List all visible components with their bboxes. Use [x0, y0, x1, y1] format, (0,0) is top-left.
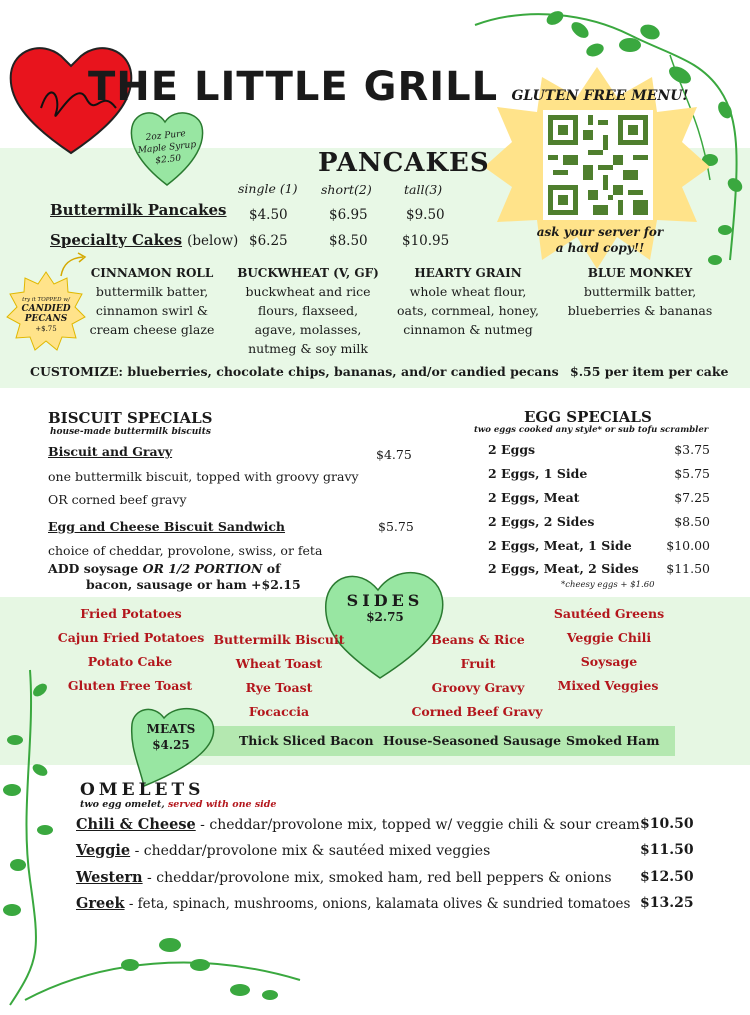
egg-item-price: $5.75 — [674, 466, 710, 481]
specialty-desc-line: flours, flaxseed, — [257, 303, 359, 318]
size-tall: tall(3) — [404, 182, 443, 197]
specialty-name: BUCKWHEAT (V, GF) — [237, 266, 379, 280]
omelet-desc: - feta, spinach, mushrooms, onions, kalamata olives & sundried tomatoes — [124, 896, 631, 912]
omelet-name: Greek — [76, 895, 125, 912]
egg-cheese-biscuit-price: $5.75 — [378, 519, 414, 534]
add-portion-line: bacon, sausage or ham +$2.15 — [86, 577, 301, 592]
specialty-hearty-grain — [388, 266, 548, 339]
omelet-price: $13.25 — [640, 895, 694, 911]
side-item: Buttermilk Biscuit — [213, 632, 345, 647]
omelet-price: $12.50 — [640, 869, 694, 885]
syrup-price: $2.50 — [154, 153, 182, 167]
egg-item: 2 Eggs, 1 Side — [488, 466, 588, 481]
sides-price: $2.75 — [366, 610, 404, 624]
side-item: Focaccia — [248, 704, 310, 719]
omelet-desc: - cheddar/provolone mix & sautéed mixed veggies — [130, 843, 491, 859]
specialty-name: BLUE MONKEY — [587, 266, 693, 280]
side-item: Veggie Chili — [566, 630, 652, 645]
side-item: Groovy Gravy — [431, 680, 525, 695]
meat-item: House-Seasoned Sausage — [383, 733, 562, 748]
biscuit-gravy-desc: one buttermilk biscuit, topped with groovy gravy — [48, 469, 359, 484]
omelet-name: Chili & Cheese — [76, 816, 196, 833]
specialty-desc-line: blueberries & bananas — [567, 303, 713, 318]
omelet-name: Veggie — [76, 842, 131, 859]
pecan-line2: CANDIED — [21, 304, 71, 314]
specialty-cakes-row — [50, 230, 238, 249]
add-soysage-line — [48, 561, 281, 576]
specialty-desc-line: oats, cornmeal, honey, — [397, 303, 539, 318]
omelet-price: $11.50 — [640, 842, 694, 858]
syrup-line1: 2oz Pure — [145, 128, 187, 144]
qr-code-icon[interactable] — [543, 110, 653, 220]
specialty-desc-line: cinnamon & nutmeg — [403, 322, 533, 337]
customize-price: $.55 per item per cake — [570, 364, 729, 379]
pecan-badge-text — [12, 296, 80, 334]
omelet-price: $10.50 — [640, 816, 694, 832]
specialty-cakes-name: Specialty Cakes — [50, 231, 183, 249]
biscuit-specials-subtitle: house-made buttermilk biscuits — [50, 427, 211, 437]
side-item: Wheat Toast — [235, 656, 323, 671]
specialty-desc-line: buttermilk batter, — [583, 284, 697, 299]
biscuit-gravy-price: $4.75 — [376, 447, 412, 462]
egg-item-price: $10.00 — [666, 538, 710, 553]
side-item: Fruit — [460, 656, 496, 671]
omelets-subtitle — [80, 799, 276, 810]
buttermilk-price-short: $6.95 — [329, 207, 368, 223]
egg-cheese-biscuit-name: Egg and Cheese Biscuit Sandwich — [48, 519, 286, 534]
side-item: Beans & Rice — [431, 632, 525, 647]
add-text-b: OR 1/2 PORTION — [142, 561, 263, 576]
meats-price: $4.25 — [152, 738, 190, 752]
sides-title: SIDES — [346, 591, 424, 610]
meat-item: Thick Sliced Bacon — [239, 733, 374, 748]
egg-item: 2 Eggs — [488, 442, 536, 457]
buttermilk-price-single: $4.50 — [249, 207, 288, 223]
omelet-row — [76, 816, 640, 833]
syrup-line2: Maple Syrup — [137, 139, 197, 157]
specialty-name: CINNAMON ROLL — [90, 266, 214, 280]
biscuit-gravy-name: Biscuit and Gravy — [48, 444, 173, 459]
egg-specials-title: EGG SPECIALS — [524, 408, 652, 426]
customize-text: CUSTOMIZE: blueberries, chocolate chips, bananas, and/or candied pecans — [30, 364, 559, 379]
specialty-desc-line: whole wheat flour, — [409, 284, 527, 299]
specialty-price-short: $8.50 — [329, 233, 368, 249]
side-item: Gluten Free Toast — [67, 678, 193, 693]
specialty-blue-monkey — [560, 266, 720, 320]
egg-cheese-biscuit-desc: choice of cheddar, provolone, swiss, or feta — [48, 543, 323, 558]
omelet-row — [76, 869, 612, 886]
specialty-name: HEARTY GRAIN — [414, 266, 522, 280]
buttermilk-pancakes-name: Buttermilk Pancakes — [50, 201, 227, 219]
specialty-desc-line: cream cheese glaze — [89, 322, 215, 337]
page-title: THE LITTLE GRILL — [88, 64, 499, 110]
specialty-desc-line: cinnamon swirl & — [95, 303, 209, 318]
egg-item: 2 Eggs, Meat, 1 Side — [488, 538, 632, 553]
size-short: short(2) — [321, 182, 372, 197]
egg-specials-subtitle: two eggs cooked any style* or sub tofu scrambler — [474, 425, 709, 435]
omelet-row — [76, 842, 490, 859]
egg-item-price: $7.25 — [674, 490, 710, 505]
gluten-free-caption — [520, 224, 680, 256]
side-item: Cajun Fried Potatoes — [57, 630, 205, 645]
pecan-line3: PECANS — [24, 314, 68, 324]
specialty-price-single: $6.25 — [249, 233, 288, 249]
add-text-a: ADD soysage — [48, 561, 143, 576]
add-text-c: of — [262, 561, 281, 576]
egg-item-price: $3.75 — [674, 442, 710, 457]
side-item: Fried Potatoes — [80, 606, 182, 621]
specialty-desc-line: buttermilk batter, — [95, 284, 209, 299]
cheesy-eggs-note: *cheesy eggs + $1.60 — [561, 580, 655, 590]
specialty-cinnamon-roll — [72, 266, 232, 339]
side-item: Sautéed Greens — [553, 606, 665, 621]
omelets-subtitle-a: two egg omelet, — [80, 799, 168, 810]
gluten-caption-line1: ask your server for — [536, 225, 664, 239]
gluten-caption-line2: a hard copy!! — [555, 241, 645, 255]
specialty-cakes-note: (below) — [187, 233, 239, 249]
side-item: Soysage — [580, 654, 638, 669]
gluten-free-title: GLUTEN FREE MENU! — [511, 88, 689, 104]
meats-title: MEATS — [146, 722, 196, 736]
omelet-row — [76, 895, 630, 912]
omelets-subtitle-b: served with one side — [167, 799, 277, 810]
specialty-buckwheat — [228, 266, 388, 358]
side-item: Rye Toast — [245, 680, 313, 695]
omelet-desc: - cheddar/provolone mix, topped w/ veggie chili & sour cream — [195, 817, 640, 833]
egg-item: 2 Eggs, Meat — [488, 490, 580, 505]
egg-item-price: $11.50 — [666, 561, 710, 576]
omelets-title: OMELETS — [80, 780, 205, 800]
pecan-line1: try it TOPPED w/ — [22, 297, 70, 303]
specialty-desc-line: agave, molasses, — [254, 322, 362, 337]
side-item: Potato Cake — [87, 654, 173, 669]
biscuit-specials-title: BISCUIT SPECIALS — [48, 409, 213, 427]
biscuit-gravy-alt: OR corned beef gravy — [48, 492, 187, 507]
syrup-badge-text — [128, 126, 205, 170]
specialty-desc-line: nutmeg & soy milk — [248, 341, 368, 356]
egg-item: 2 Eggs, Meat, 2 Sides — [488, 561, 639, 576]
side-item: Mixed Veggies — [557, 678, 659, 693]
omelet-desc: - cheddar/provolone mix, smoked ham, red bell peppers & onions — [142, 870, 612, 886]
size-single: single (1) — [238, 181, 298, 196]
pecan-price: +$.75 — [35, 325, 57, 333]
side-item: Corned Beef Gravy — [411, 704, 543, 719]
egg-item-price: $8.50 — [674, 514, 710, 529]
specialty-desc-line: buckwheat and rice — [245, 284, 371, 299]
buttermilk-price-tall: $9.50 — [406, 207, 445, 223]
omelet-name: Western — [76, 869, 143, 886]
meat-item: Smoked Ham — [566, 733, 660, 748]
pancakes-title: PANCAKES — [318, 148, 490, 178]
specialty-price-tall: $10.95 — [402, 233, 450, 249]
egg-item: 2 Eggs, 2 Sides — [488, 514, 595, 529]
